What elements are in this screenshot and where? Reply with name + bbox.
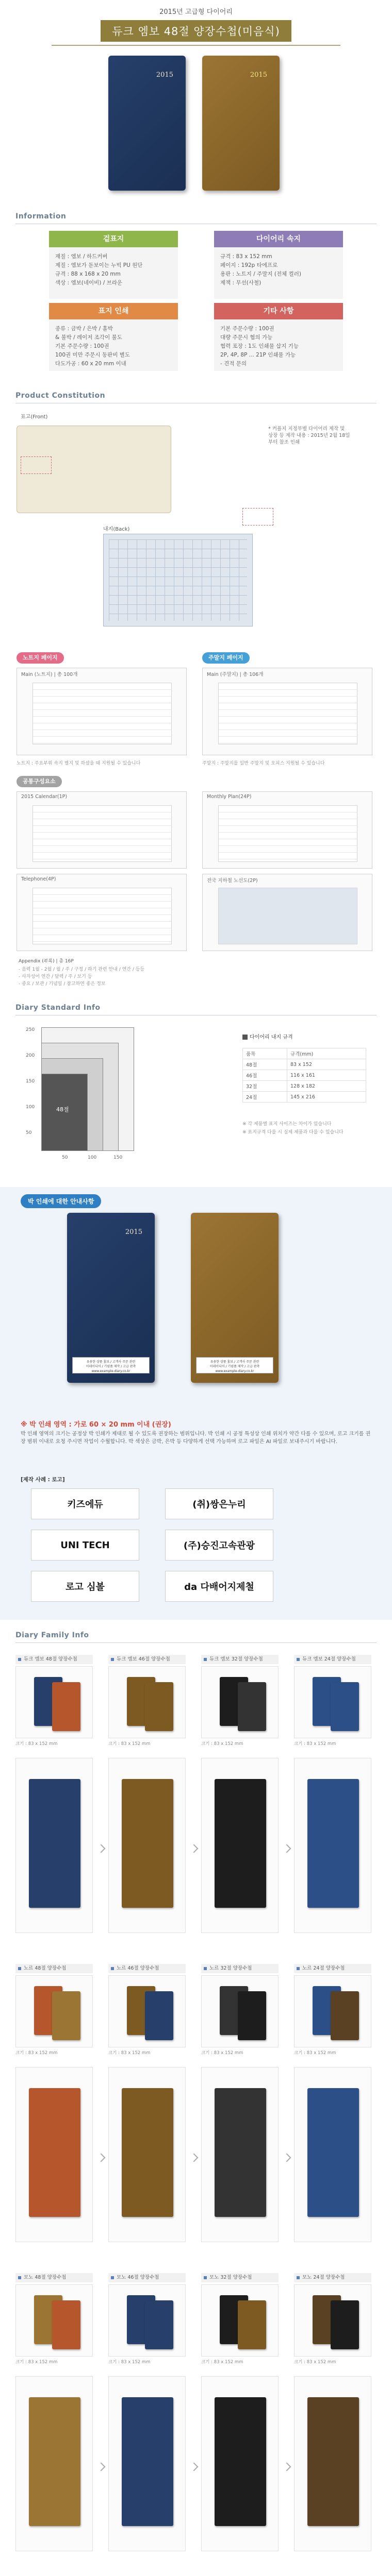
family-detail-image bbox=[15, 1758, 93, 1933]
family-caption: 모노 46절 양장수첩 bbox=[108, 2273, 186, 2282]
diary-thumbnail bbox=[215, 2397, 266, 2526]
info-item: 기본 주문수량 : 100권 bbox=[55, 343, 109, 349]
family-image bbox=[201, 1975, 279, 2047]
frame-title: 2015 Calendar(1P) bbox=[21, 794, 68, 800]
info-box-title: 다이어리 속지 bbox=[214, 231, 343, 247]
family-spec: 크기 : 83 x 152 mm bbox=[294, 1741, 336, 1747]
diary-thumbnail bbox=[307, 2397, 359, 2526]
diary-thumbnail bbox=[29, 2088, 80, 2217]
family-item[interactable] bbox=[15, 1655, 93, 1748]
chevron-right-icon bbox=[190, 2463, 199, 2471]
telephone-frame bbox=[17, 874, 187, 951]
stamp-line: www.example-diary.co.kr bbox=[215, 1369, 254, 1373]
family-detail-image bbox=[201, 2067, 279, 2242]
family-item[interactable] bbox=[294, 1964, 371, 2057]
size-label: 48절 bbox=[56, 1106, 69, 1113]
note-page-tag: 노트지 페이지 bbox=[17, 652, 64, 664]
family-spec: 크기 : 83 x 152 mm bbox=[201, 2360, 243, 2365]
diary-thumbnail bbox=[29, 2397, 80, 2526]
family-detail bbox=[201, 2376, 279, 2562]
table-row bbox=[243, 1070, 366, 1081]
y-tick: 50 bbox=[26, 1130, 32, 1136]
cover-label: 표고(Front) bbox=[21, 414, 48, 420]
section-title: Diary Standard Info bbox=[15, 1004, 101, 1012]
diary-thumbnail bbox=[145, 2300, 173, 2349]
diary-navy bbox=[108, 56, 186, 191]
logo-sample: (주)승진고속관광 bbox=[165, 1530, 273, 1561]
family-caption: 노르 48절 양장수첩 bbox=[15, 1964, 93, 1973]
cell: 24절 bbox=[243, 1092, 287, 1103]
page-header bbox=[0, 0, 392, 46]
print-area-body: 박 인쇄 영역의 크기는 공정상 박 인쇄가 제대로 될 수 있도록 권장하는 범위입니다. 박 인쇄 시 공정 특성상 인쇄 위치가 약간 다를 수 있으며, 로고 크기를 권장 범위 이내로 요청 주시면 작업이 수월합니다. 박 색상은 금박, 은박 등 다양하게 선택 가능하며 로고 파일은 AI 파일로 보내주시기 바랍니다. bbox=[21, 1431, 371, 1445]
family-item[interactable] bbox=[201, 2273, 279, 2366]
sample-caption: [제작 사례 : 로고] bbox=[21, 1477, 65, 1483]
family-spec: 크기 : 83 x 152 mm bbox=[294, 2360, 336, 2365]
diary-thumbnail bbox=[238, 2300, 266, 2349]
logo-printing-section bbox=[0, 1187, 392, 1620]
family-detail bbox=[15, 2067, 93, 2252]
chevron-right-icon bbox=[97, 1844, 106, 1853]
x-tick: 50 bbox=[62, 1155, 68, 1160]
family-image bbox=[15, 1666, 93, 1738]
family-detail-image bbox=[201, 1758, 279, 1933]
info-box-cover bbox=[49, 231, 178, 299]
family-image bbox=[15, 2284, 93, 2357]
chevron-right-icon bbox=[97, 2154, 106, 2162]
common-tag: 공통구성요소 bbox=[17, 776, 62, 787]
note-page-frame bbox=[17, 668, 187, 755]
family-image bbox=[201, 1666, 279, 1738]
header-divider bbox=[52, 45, 340, 46]
cell: 48절 bbox=[243, 1059, 287, 1070]
table-row bbox=[243, 1059, 366, 1070]
cell: 128 x 182 bbox=[287, 1081, 366, 1092]
family-caption: 노르 32절 양장수첩 bbox=[201, 1964, 279, 1973]
product-constitution-section bbox=[0, 380, 392, 647]
info-item: 색상 : 엠보(네이비) / 브라운 bbox=[55, 280, 123, 286]
family-item[interactable] bbox=[108, 2273, 186, 2366]
table-row bbox=[243, 1048, 366, 1059]
size-outline-48 bbox=[41, 1074, 88, 1151]
logo-sample: (취)쌍은누리 bbox=[165, 1488, 273, 1519]
family-caption: 모노 48절 양장수첩 bbox=[15, 2273, 93, 2282]
family-image bbox=[15, 1975, 93, 2047]
family-detail-image bbox=[15, 2376, 93, 2551]
info-item: - 견적 문의 bbox=[220, 361, 247, 367]
logo-sample: 로고 심볼 bbox=[31, 1571, 139, 1602]
logo-sample: da 다배어지제철 bbox=[165, 1571, 273, 1602]
week-page-frame bbox=[202, 668, 372, 755]
family-spec: 크기 : 83 x 152 mm bbox=[108, 1741, 151, 1747]
stamp-line: 유용한 상품 홍보 / 고객사 주문 관련 bbox=[86, 1360, 136, 1364]
hero-product-image bbox=[0, 46, 392, 201]
family-item[interactable] bbox=[15, 1964, 93, 2057]
family-image bbox=[294, 2284, 371, 2357]
cell: 규격(mm) bbox=[287, 1048, 366, 1059]
family-image bbox=[108, 2284, 186, 2357]
family-caption: 듀크 엠보 24절 양장수첩 bbox=[294, 1655, 371, 1664]
table-row bbox=[243, 1081, 366, 1092]
family-detail bbox=[201, 1758, 279, 1943]
inner-label: 내지(Back) bbox=[103, 527, 130, 532]
diary-thumbnail bbox=[331, 1991, 359, 2040]
diary-thumbnail bbox=[331, 1682, 359, 1731]
header-kicker: 2015년 고급형 다이어리 bbox=[159, 8, 233, 16]
family-detail bbox=[294, 1758, 371, 1943]
calendar-frame bbox=[17, 791, 187, 869]
family-spec: 크기 : 83 x 152 mm bbox=[294, 2050, 336, 2056]
y-tick: 250 bbox=[26, 1027, 35, 1032]
monthly-frame bbox=[202, 791, 372, 869]
family-detail-image bbox=[15, 2067, 93, 2242]
highlight-marker bbox=[242, 508, 273, 526]
cell: 46절 bbox=[243, 1070, 287, 1081]
family-detail bbox=[15, 1758, 93, 1943]
info-item: 다도가공 : 60 x 20 mm 이내 bbox=[55, 361, 126, 367]
chevron-right-icon bbox=[283, 1844, 291, 1853]
family-caption: 모노 24절 양장수첩 bbox=[294, 2273, 371, 2282]
family-detail bbox=[201, 2067, 279, 2252]
size-table bbox=[242, 1048, 366, 1103]
y-tick: 150 bbox=[26, 1079, 35, 1084]
constitution-note: * 커플지 지정부별 다이어리 제작 및 상장 등 제작 내용 : 2015년 2월 18일 부터 참조 인쇄 bbox=[268, 426, 350, 445]
family-spec: 크기 : 83 x 152 mm bbox=[201, 1741, 243, 1747]
chevron-right-icon bbox=[190, 1844, 199, 1853]
chevron-right-icon bbox=[190, 2154, 199, 2162]
info-box-etc bbox=[214, 303, 343, 371]
family-item[interactable] bbox=[294, 2273, 371, 2366]
family-detail-image bbox=[294, 2376, 371, 2551]
legend-swatch bbox=[242, 1035, 248, 1040]
logo-sample: UNI TECH bbox=[31, 1530, 139, 1561]
subway-frame bbox=[202, 874, 372, 951]
frame-title: 전국 지하철 노선도(2P) bbox=[207, 878, 258, 884]
info-box-title: 표지 인쇄 bbox=[49, 303, 178, 319]
family-detail bbox=[108, 2067, 186, 2252]
x-tick: 150 bbox=[113, 1155, 123, 1160]
family-detail-image bbox=[108, 2067, 186, 2242]
inner-pages-section bbox=[0, 647, 392, 771]
subway-map-page bbox=[103, 534, 253, 626]
week-footnote: 주말지 : 주말지를 일반 주말지 및 오피스 지원될 수 있습니다 bbox=[202, 761, 325, 766]
diary-thumbnail bbox=[145, 1682, 173, 1731]
family-detail bbox=[108, 2376, 186, 2562]
info-item: 종류 : 금박 / 은박 / 홀박 bbox=[55, 326, 113, 332]
family-item[interactable] bbox=[15, 2273, 93, 2366]
diary-thumbnail bbox=[238, 1682, 266, 1731]
info-item: 100권 미만 주문시 동판비 별도 bbox=[55, 352, 130, 358]
logo-stamp-area bbox=[72, 1357, 150, 1374]
info-item: 제책 : 무선(사철) bbox=[220, 280, 262, 286]
info-item: & 불박 / 레이저 조각이 불도 bbox=[55, 334, 122, 341]
chevron-right-icon bbox=[97, 2463, 106, 2471]
cell: 145 x 216 bbox=[287, 1092, 366, 1103]
year-imprint: 2015 bbox=[125, 1228, 142, 1236]
family-detail-image bbox=[294, 2067, 371, 2242]
family-caption: 듀크 엠보 48절 양장수첩 bbox=[15, 1655, 93, 1664]
week-spread bbox=[218, 683, 357, 744]
info-box-print bbox=[49, 303, 178, 371]
appendix-line: - 음력 1월 - 2월 / 월 / 주 / 구정 / 하기 관련 안내 / 연간 / 등등 bbox=[19, 967, 145, 972]
diary-thumbnail bbox=[215, 1779, 266, 1908]
stamp-line: 유용한 상품 홍보 / 고객사 주문 관련 bbox=[210, 1360, 259, 1364]
x-tick: 100 bbox=[88, 1155, 97, 1160]
family-spec: 크기 : 83 x 152 mm bbox=[201, 2050, 243, 2056]
frame-title: Telephone(4P) bbox=[21, 876, 56, 882]
logo-sample: 키즈에듀 bbox=[31, 1488, 139, 1519]
family-detail bbox=[294, 2376, 371, 2562]
diary-thumbnail bbox=[307, 2088, 359, 2217]
family-section bbox=[0, 1620, 392, 2576]
info-item: 대량 주문시 협의 가능 bbox=[220, 334, 273, 341]
frame-title: Main (주말지) | 총 106개 bbox=[207, 672, 264, 677]
family-detail-image bbox=[108, 2376, 186, 2551]
info-item: 협력 포장 : 1도 인쇄물 삽지 기능 bbox=[220, 343, 299, 349]
diary-thumbnail bbox=[29, 1779, 80, 1908]
stamp-line: 이데이디어 / 기념품 제작 / 고급 판촉 bbox=[86, 1365, 136, 1368]
family-detail bbox=[294, 2067, 371, 2252]
family-item[interactable] bbox=[108, 1655, 186, 1748]
section-title: Diary Family Info bbox=[15, 1631, 89, 1639]
note-spread bbox=[32, 683, 172, 744]
stamp-line: 이데이디어 / 기념품 제작 / 고급 판촉 bbox=[209, 1365, 260, 1368]
family-spec: 크기 : 83 x 152 mm bbox=[15, 2050, 58, 2056]
highlight-marker bbox=[21, 456, 52, 474]
family-image bbox=[294, 1975, 371, 2047]
family-detail-image bbox=[294, 1758, 371, 1933]
cell: 116 x 161 bbox=[287, 1070, 366, 1081]
family-spec: 크기 : 83 x 152 mm bbox=[15, 1741, 58, 1747]
info-item: 재질 : 엠보 / 하드커버 bbox=[55, 253, 108, 260]
stamp-line: www.example-diary.co.kr bbox=[91, 1369, 130, 1373]
family-caption: 모노 32절 양장수첩 bbox=[201, 2273, 279, 2282]
family-spec: 크기 : 83 x 152 mm bbox=[15, 2360, 58, 2365]
note-footnote: 노트지 : 주요부위 속지 별지 및 하셨을 때 지원될 수 있습니다 bbox=[17, 761, 141, 766]
family-image bbox=[294, 1666, 371, 1738]
info-grid bbox=[0, 226, 392, 380]
chevron-right-icon bbox=[283, 2154, 291, 2162]
info-item: 규격 : 88 x 168 x 20 mm bbox=[55, 271, 121, 277]
diary-thumbnail bbox=[122, 2088, 173, 2217]
size-legend bbox=[242, 1032, 293, 1040]
info-item: 2P, 4P, 8P ... 21P 인쇄물 가능 bbox=[220, 352, 296, 358]
frame-title: Main (노트지) | 총 100개 bbox=[21, 672, 78, 677]
diary-thumbnail bbox=[145, 1991, 173, 2040]
print-area-title: ※ 박 인쇄 영역 : 가로 60 × 20 mm 이내 (권장) bbox=[21, 1421, 171, 1429]
section-title: Information bbox=[15, 212, 67, 221]
diary-thumbnail bbox=[52, 1991, 80, 2040]
diary-thumbnail bbox=[215, 2088, 266, 2217]
cell: 품목 bbox=[243, 1048, 287, 1059]
diary-brown bbox=[202, 56, 280, 191]
family-caption: 듀크 엠보 46절 양장수첩 bbox=[108, 1655, 186, 1664]
family-spec: 크기 : 83 x 152 mm bbox=[108, 2360, 151, 2365]
family-image bbox=[108, 1666, 186, 1738]
frame-title: Monthly Plan(24P) bbox=[207, 794, 252, 800]
size-note: ※ 각 제품별 표지 사이즈는 차이가 있습니다 bbox=[242, 1122, 332, 1127]
diary-thumbnail bbox=[52, 2300, 80, 2349]
family-item[interactable] bbox=[294, 1655, 371, 1748]
info-item: 페이지 : 192p 타에프로 bbox=[220, 262, 278, 268]
family-item[interactable] bbox=[201, 1655, 279, 1748]
family-caption: 노르 46절 양장수첩 bbox=[108, 1964, 186, 1973]
family-detail-image bbox=[201, 2376, 279, 2551]
diary-thumbnail bbox=[238, 1991, 266, 2040]
family-detail bbox=[108, 1758, 186, 1943]
family-grid bbox=[0, 1645, 392, 2576]
section-title: Product Constitution bbox=[15, 392, 106, 400]
diary-thumbnail bbox=[307, 1779, 359, 1908]
cell: 83 x 152 bbox=[287, 1059, 366, 1070]
appendix-line: - 중요 / 보관 / 기념일 / 참고하면 좋은 정보 bbox=[19, 981, 106, 987]
info-box-title: 기타 사항 bbox=[214, 303, 343, 319]
info-item: 용판 : 노트지 / 주말지 (전체 컬러) bbox=[220, 271, 302, 277]
family-item[interactable] bbox=[201, 1964, 279, 2057]
chevron-right-icon bbox=[283, 2463, 291, 2471]
year-imprint: 2015 bbox=[156, 71, 173, 79]
family-image bbox=[201, 2284, 279, 2357]
family-detail-image bbox=[108, 1758, 186, 1933]
diary-thumbnail bbox=[52, 1682, 80, 1731]
appendix-title: Appendix (부록) | 총 16P bbox=[19, 959, 74, 964]
page-title: 듀크 엠보 48절 양장수첩(미음식) bbox=[101, 20, 291, 42]
family-detail bbox=[15, 2376, 93, 2562]
diary-standard-section bbox=[0, 992, 392, 1187]
table-row bbox=[243, 1092, 366, 1103]
diary-thumbnail bbox=[122, 1779, 173, 1908]
family-caption: 노르 24절 양장수첩 bbox=[294, 1964, 371, 1973]
common-pages-section bbox=[0, 771, 392, 992]
info-item: 제질 : 엠보가 돋보이는 누빅 PU 원단 bbox=[55, 262, 143, 268]
diary-thumbnail bbox=[331, 2300, 359, 2349]
logo-stamp-area bbox=[196, 1357, 273, 1374]
family-spec: 크기 : 83 x 152 mm bbox=[108, 2050, 151, 2056]
size-note: ※ 표지규격 다를 시 실제 제품과 다를 수 있습니다 bbox=[242, 1130, 344, 1135]
y-tick: 100 bbox=[26, 1105, 35, 1110]
y-tick: 200 bbox=[26, 1053, 35, 1058]
week-page-tag: 주말지 페이지 bbox=[202, 652, 250, 664]
family-item[interactable] bbox=[108, 1964, 186, 2057]
info-box-title: 겉표지 bbox=[49, 231, 178, 247]
year-imprint: 2015 bbox=[250, 71, 267, 79]
info-item: 규격 : 83 x 152 mm bbox=[220, 253, 272, 260]
diary-thumbnail bbox=[122, 2397, 173, 2526]
family-image bbox=[108, 1975, 186, 2047]
cell: 32절 bbox=[243, 1081, 287, 1092]
family-caption: 듀크 엠보 32절 양장수첩 bbox=[201, 1655, 279, 1664]
info-item: 기본 주문수량 : 100권 bbox=[220, 326, 274, 332]
info-box-inner bbox=[214, 231, 343, 299]
logo-badge: 박 인쇄에 대한 안내사항 bbox=[21, 1194, 101, 1208]
information-section bbox=[0, 201, 392, 380]
legend-label: 다이어리 내지 규격 bbox=[250, 1035, 293, 1040]
appendix-line: - 사자성어 연간 / 달력 / 주 / 보기 등 bbox=[19, 974, 92, 979]
